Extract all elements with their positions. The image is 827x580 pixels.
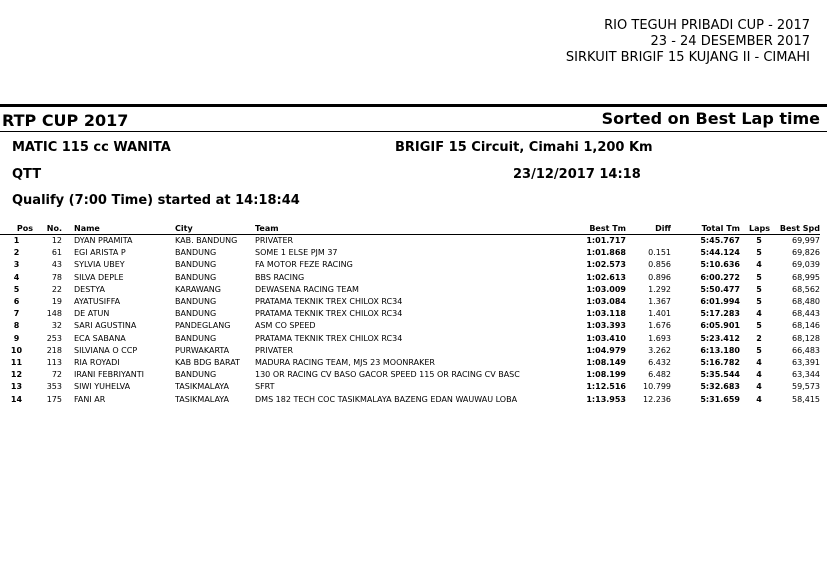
- table-row: [0, 235, 820, 248]
- row-laps: 4: [756, 394, 762, 404]
- row-laps: 4: [756, 357, 762, 367]
- event-dates: 23 - 24 DESEMBER 2017: [650, 34, 810, 49]
- col-spd: Best Spd: [770, 223, 820, 235]
- title-rule: [0, 131, 827, 132]
- row-city: TASIKMALAYA: [175, 382, 230, 392]
- row-total-time: 5:32.683: [700, 382, 740, 392]
- circuit-info: BRIGIF 15 Circuit, Cimahi 1,200 Km: [395, 140, 653, 155]
- row-number: 22: [51, 284, 62, 294]
- row-number: 19: [51, 297, 62, 307]
- row-name: FANI AR: [74, 394, 106, 404]
- row-best-speed: 58,415: [792, 394, 820, 404]
- row-pos: 6: [13, 297, 20, 307]
- row-pos: 9: [13, 333, 20, 343]
- row-best-speed: 66,483: [792, 345, 820, 355]
- row-total-time: 5:23.412: [700, 333, 740, 343]
- col-diff: Diff: [626, 223, 671, 235]
- event-venue: SIRKUIT BRIGIF 15 KUJANG II - CIMAHI: [565, 50, 810, 65]
- row-team: ASM CO SPEED: [255, 321, 316, 331]
- col-name: Name: [74, 223, 175, 235]
- table-row: [0, 320, 820, 332]
- table-header: [0, 223, 820, 235]
- row-city: BANDUNG: [175, 248, 217, 258]
- row-best-speed: 68,128: [792, 333, 820, 343]
- row-total-time: 5:50.477: [700, 284, 740, 294]
- row-diff: 0.896: [648, 272, 671, 282]
- row-laps: 5: [756, 272, 762, 282]
- row-best-time: 1:03.009: [586, 284, 626, 294]
- row-number: 72: [51, 370, 62, 380]
- row-best-speed: 68,443: [792, 309, 820, 319]
- row-name: SILVIANA O CCP: [74, 345, 138, 355]
- col-laps: Laps: [740, 223, 770, 235]
- row-pos: 2: [13, 248, 20, 258]
- row-number: 78: [51, 272, 62, 282]
- row-diff: 0.856: [648, 260, 671, 270]
- header-rule: [0, 104, 827, 107]
- row-city: BANDUNG: [175, 309, 217, 319]
- row-pos: 3: [13, 260, 20, 270]
- row-diff: 3.262: [648, 345, 671, 355]
- row-number: 61: [51, 248, 62, 258]
- row-team: PRATAMA TEKNIK TREX CHILOX RC34: [255, 297, 403, 307]
- row-diff: 12.236: [643, 394, 671, 404]
- row-name: DE ATUN: [74, 309, 110, 319]
- row-pos: 13: [10, 382, 23, 392]
- row-total-time: 5:17.283: [700, 309, 740, 319]
- row-diff: 6.432: [648, 357, 671, 367]
- row-number: 43: [51, 260, 62, 270]
- results-table: [0, 223, 820, 406]
- row-best-speed: 68,995: [792, 272, 820, 282]
- row-best-speed: 59,573: [792, 382, 820, 392]
- row-diff: 6.482: [648, 370, 671, 380]
- row-city: BANDUNG: [175, 297, 217, 307]
- row-city: BANDUNG: [175, 370, 217, 380]
- row-laps: 5: [756, 321, 762, 331]
- table-row: [0, 357, 820, 369]
- row-diff: 1.676: [648, 321, 671, 331]
- row-pos: 11: [10, 357, 23, 367]
- row-team: DEWASENA RACING TEAM: [255, 284, 359, 294]
- row-number: 32: [51, 321, 62, 331]
- row-total-time: 6:01.994: [700, 297, 740, 307]
- row-team: PRATAMA TEKNIK TREX CHILOX RC34: [255, 333, 403, 343]
- row-number: 218: [46, 345, 62, 355]
- col-best: Best Tm: [555, 223, 626, 235]
- row-city: KARAWANG: [175, 284, 221, 294]
- row-total-time: 6:05.901: [700, 321, 740, 331]
- row-name: DYAN PRAMITA: [74, 236, 133, 246]
- row-name: SARI AGUSTINA: [74, 321, 137, 331]
- row-best-time: 1:13.953: [586, 394, 626, 404]
- row-diff: [626, 235, 671, 248]
- row-name: RIA ROYADI: [74, 357, 120, 367]
- row-best-time: 1:08.199: [586, 370, 626, 380]
- row-city: PANDEGLANG: [175, 321, 231, 331]
- row-laps: 5: [756, 284, 762, 294]
- row-best-speed: 69,826: [792, 248, 820, 258]
- row-best-speed: 63,391: [792, 357, 820, 367]
- row-pos: 4: [13, 272, 20, 282]
- row-name: SYLVIA UBEY: [74, 260, 125, 270]
- row-pos: 10: [10, 345, 23, 355]
- row-best-time: 1:01.717: [586, 236, 626, 246]
- table-row: [0, 308, 820, 320]
- row-number: 253: [46, 333, 62, 343]
- row-diff: 1.367: [648, 297, 671, 307]
- row-total-time: 6:13.180: [700, 345, 740, 355]
- table-row: [0, 369, 820, 381]
- row-laps: 4: [756, 309, 762, 319]
- row-team: SFRT: [255, 382, 275, 392]
- row-team: PRIVATER: [255, 345, 294, 355]
- col-no: No.: [33, 223, 62, 235]
- row-best-time: 1:01.868: [586, 248, 626, 258]
- table-row: [0, 296, 820, 308]
- class-name: MATIC 115 cc WANITA: [12, 140, 171, 155]
- row-diff: 1.292: [648, 284, 671, 294]
- row-city: BANDUNG: [175, 272, 217, 282]
- row-best-time: 1:04.979: [586, 345, 626, 355]
- table-row: [0, 272, 820, 284]
- row-diff: 0.151: [648, 248, 671, 258]
- row-laps: 5: [756, 236, 762, 246]
- row-total-time: 5:44.124: [700, 248, 740, 258]
- row-best-time: 1:02.573: [586, 260, 626, 270]
- event-header: [566, 18, 810, 66]
- row-team: MADURA RACING TEAM, MJS 23 MOONRAKER: [255, 357, 435, 367]
- row-total-time: 5:31.659: [700, 394, 740, 404]
- row-number: 353: [46, 382, 62, 392]
- row-city: KAB. BANDUNG: [175, 236, 238, 246]
- session-label: QTT: [12, 167, 42, 182]
- row-pos: 5: [13, 284, 20, 294]
- row-best-speed: 68,480: [792, 297, 820, 307]
- row-team: PRATAMA TEKNIK TREX CHILOX RC34: [255, 309, 403, 319]
- row-best-time: 1:08.149: [586, 357, 626, 367]
- row-laps: 4: [756, 382, 762, 392]
- row-team: PRIVATER: [255, 236, 294, 246]
- row-pos: 1: [13, 236, 20, 246]
- row-laps: 4: [756, 370, 762, 380]
- row-best-speed: 68,562: [792, 284, 820, 294]
- col-pos: Pos: [0, 223, 33, 235]
- col-team: Team: [255, 223, 555, 235]
- row-total-time: 5:16.782: [700, 357, 740, 367]
- row-best-time: 1:03.393: [586, 321, 626, 331]
- sort-label: Sorted on Best Lap time: [601, 109, 820, 128]
- row-best-speed: 69,039: [792, 260, 820, 270]
- row-diff: 10.799: [643, 382, 671, 392]
- table-row: [0, 345, 820, 357]
- row-diff: 1.693: [648, 333, 671, 343]
- row-city: TASIKMALAYA: [175, 394, 230, 404]
- row-team: FA MOTOR FEZE RACING: [255, 260, 353, 270]
- row-number: 113: [46, 357, 62, 367]
- row-name: EGI ARISTA P: [74, 248, 126, 258]
- row-laps: 5: [756, 297, 762, 307]
- row-best-time: 1:02.613: [586, 272, 626, 282]
- row-city: BANDUNG: [175, 260, 217, 270]
- row-name: DESTYA: [74, 284, 105, 294]
- row-laps: 5: [756, 248, 762, 258]
- row-pos: 14: [10, 394, 23, 404]
- event-title: RIO TEGUH PRIBADI CUP - 2017: [604, 18, 810, 33]
- row-best-speed: 63,344: [792, 370, 820, 380]
- table-row: [0, 381, 820, 393]
- row-best-time: 1:12.516: [586, 382, 626, 392]
- row-name: IRANI FEBRIYANTI: [74, 370, 144, 380]
- row-diff: 1.401: [648, 309, 671, 319]
- row-pos: 7: [13, 309, 20, 319]
- start-info: Qualify (7:00 Time) started at 14:18:44: [12, 193, 300, 208]
- row-city: KAB BDG BARAT: [175, 357, 240, 367]
- row-number: 12: [51, 236, 62, 246]
- session-datetime: 23/12/2017 14:18: [513, 167, 641, 182]
- row-number: 175: [46, 394, 62, 404]
- table-row: [0, 247, 820, 259]
- table-row: [0, 333, 820, 345]
- row-team: DMS 182 TECH COC TASIKMALAYA BAZENG EDAN WAUWAU LOBA: [255, 394, 518, 404]
- row-pos: 12: [10, 370, 23, 380]
- row-total-time: 5:10.636: [700, 260, 740, 270]
- row-laps: 5: [756, 345, 762, 355]
- row-best-time: 1:03.410: [586, 333, 626, 343]
- row-name: SIWI YUHELVA: [74, 382, 131, 392]
- table-row: [0, 393, 820, 405]
- row-name: SILVA DEPLE: [74, 272, 124, 282]
- row-city: PURWAKARTA: [175, 345, 230, 355]
- row-laps: 4: [756, 260, 762, 270]
- row-number: 148: [46, 309, 62, 319]
- row-best-time: 1:03.084: [586, 297, 626, 307]
- row-total-time: 5:35.544: [700, 370, 740, 380]
- table-row: [0, 284, 820, 296]
- row-team: BBS RACING: [255, 272, 305, 282]
- col-total: Total Tm: [671, 223, 740, 235]
- report-title: RTP CUP 2017: [2, 111, 129, 130]
- row-best-speed: 69,997: [792, 236, 820, 246]
- row-team: 130 OR RACING CV BASO GACOR SPEED 115 OR RACING CV BASC: [255, 370, 520, 380]
- row-city: BANDUNG: [175, 333, 217, 343]
- row-best-time: 1:03.118: [586, 309, 626, 319]
- table-row: [0, 259, 820, 271]
- row-pos: 8: [13, 321, 20, 331]
- row-best-speed: 68,146: [792, 321, 820, 331]
- row-team: SOME 1 ELSE PJM 37: [255, 248, 338, 258]
- row-name: AYATUSIFFA: [74, 297, 121, 307]
- row-laps: 2: [756, 333, 762, 343]
- row-total-time: 5:45.767: [700, 236, 740, 246]
- row-name: ECA SABANA: [74, 333, 126, 343]
- col-city: City: [175, 223, 255, 235]
- row-total-time: 6:00.272: [700, 272, 740, 282]
